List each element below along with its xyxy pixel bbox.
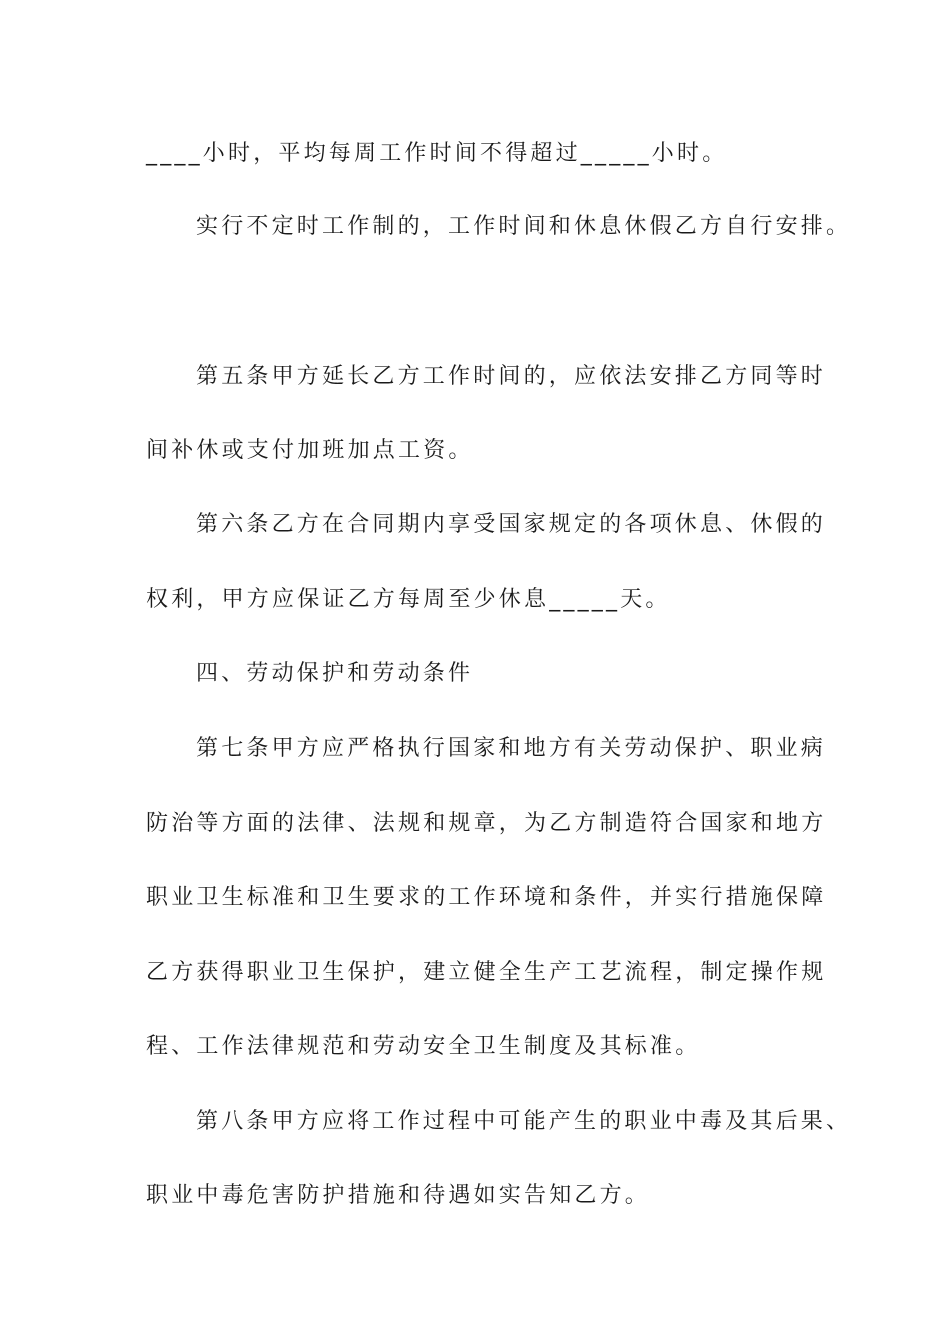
text-line-article-6-b: 权利，甲方应保证乙方每周至少休息_____天。: [146, 587, 671, 612]
text-line-article-7-b: 防治等方面的法律、法规和规章，为乙方制造符合国家和地方: [146, 811, 827, 836]
text-line-article-6-a: 第六条乙方在合同期内享受国家规定的各项休息、休假的: [196, 512, 827, 537]
text-line-article-7-d: 乙方获得职业卫生保护，建立健全生产工艺流程，制定操作规: [146, 960, 827, 985]
text-line-article-7-c: 职业卫生标准和卫生要求的工作环境和条件，并实行措施保障: [146, 885, 827, 910]
text-line-flexible-schedule: 实行不定时工作制的，工作时间和休息休假乙方自行安排。: [196, 214, 852, 239]
text-line-article-5-a: 第五条甲方延长乙方工作时间的，应依法安排乙方同等时: [196, 364, 827, 389]
text-line-working-hours: ____小时，平均每周工作时间不得超过_____小时。: [146, 141, 728, 166]
section-heading: 四、劳动保护和劳动条件: [196, 661, 474, 686]
text-line-article-8-b: 职业中毒危害防护措施和待遇如实告知乙方。: [146, 1183, 651, 1208]
text-line-article-8-a: 第八条甲方应将工作过程中可能产生的职业中毒及其后果、: [196, 1109, 852, 1134]
text-line-article-5-b: 间补休或支付加班加点工资。: [146, 438, 474, 463]
text-line-article-7-e: 程、工作法律规范和劳动安全卫生制度及其标准。: [146, 1034, 701, 1059]
text-line-article-7-a: 第七条甲方应严格执行国家和地方有关劳动保护、职业病: [196, 736, 827, 761]
